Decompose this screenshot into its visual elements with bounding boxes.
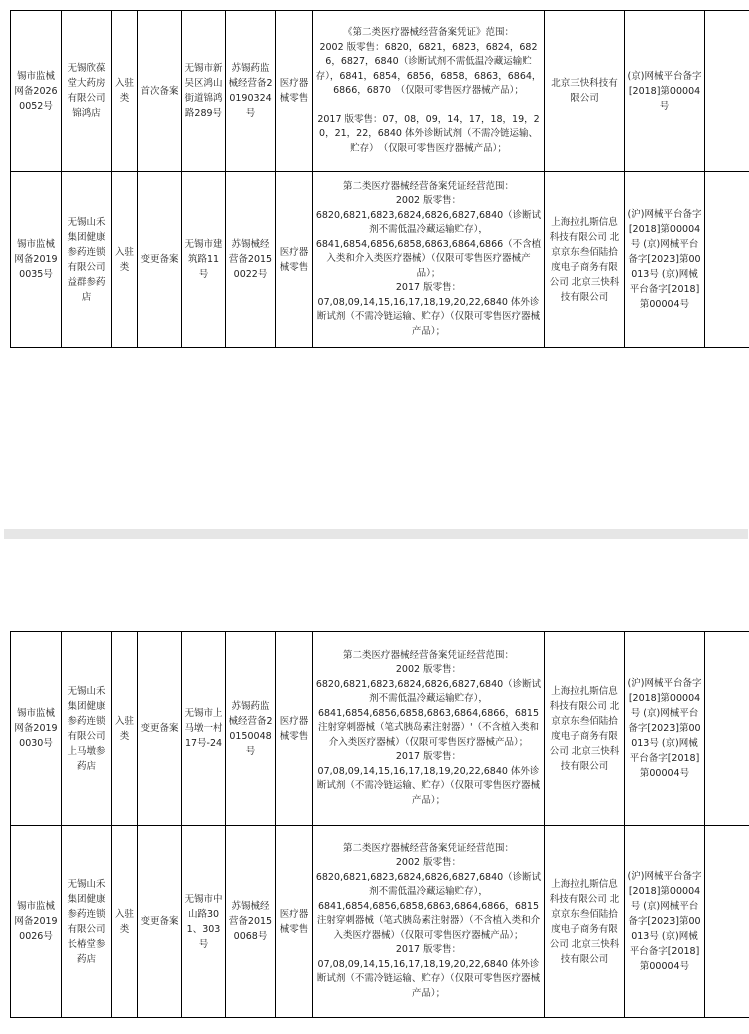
scope-line: 07,08,09,14,15,16,17,18,19,20,22,6840 体外诊断试剂（不需冷链运输、贮存）（仅限可零售医疗器械产品）；: [316, 958, 541, 999]
record-no-cell: 锡市监械网备20190026号: [11, 826, 62, 1018]
scope-line: 6841,6854,6856,6858,6863,6864,6866（不含植入类和介入类医疗器械）（仅限可零售医疗器械产品）；: [315, 238, 542, 279]
scope-line: 6820,6821,6823,6824,6826,6827,6840（诊断试剂不需低温冷藏运输贮存），: [315, 871, 542, 898]
scope-line: 2017 版零售：: [395, 751, 462, 763]
license-cell: 苏锡药监械经营备20190324号: [226, 11, 276, 172]
address-cell: 无锡市上马墩一村17号-24: [182, 632, 226, 826]
company-cell: 无锡山禾集团健康参药连锁有限公司益群参药店: [62, 172, 112, 348]
platform-company-cell: 上海拉扎斯信息科技有限公司 北京京东叁佰陆拾度电子商务有限公司 北京三快科技有限公司: [545, 632, 625, 826]
action-cell: 首次备案: [138, 11, 182, 172]
platform-no-cell: (沪)网械平台备字[2018]第00004号 (京)网械平台备字[2023]第00013号 (京)网械平台备字[2018]第00004号: [625, 172, 705, 348]
type-cell: 入驻类: [112, 632, 138, 826]
scope-line: 6820,6821,6823,6824,6826,6827,6840（诊断试剂不需低温冷藏运输贮存），: [315, 209, 542, 236]
address-cell: 无锡市建筑路11号: [182, 172, 226, 348]
type-cell: 入驻类: [112, 172, 138, 348]
scope-line: 2002 版零售：: [395, 857, 462, 869]
company-cell: 无锡欣葆堂大药房有限公司锦鸿店: [62, 11, 112, 172]
action-cell: 变更备案: [138, 172, 182, 348]
address-cell: 无锡市新吴区鸿山街道锦鸿路289号: [182, 11, 226, 172]
scope-line: 第二类医疗器械经营备案凭证经营范围：: [342, 649, 514, 661]
scope-cell: [313, 172, 545, 348]
scope-line: 2017 版零售：07，08，09，14，17，18，19，20，21，22，6840 体外诊断试剂（不需冷链运输、贮存） （仅限可零售医疗器械产品）；: [317, 113, 540, 154]
platform-company-cell: 上海拉扎斯信息科技有限公司 北京京东叁佰陆拾度电子商务有限公司 北京三快科技有限公司: [545, 826, 625, 1018]
table-row: [11, 11, 749, 172]
record-no-cell: 锡市监械网备20190035号: [11, 172, 62, 348]
action-cell: 变更备案: [138, 632, 182, 826]
scope-line: 6841,6854,6856,6858,6863,6864,6866，6815 注射穿刺器械（笔式胰岛素注射器）（不含植入类和介入类医疗器械）（仅限可零售医疗器械产品）；: [316, 900, 541, 941]
license-cell: 苏锡械经营备20150068号: [226, 826, 276, 1018]
company-cell: 无锡山禾集团健康参药连锁有限公司上马墩参药店: [62, 632, 112, 826]
table-row: [11, 632, 749, 826]
license-cell: 苏锡药监械经营备20150048号: [226, 632, 276, 826]
scope-cell: [313, 632, 545, 826]
remark-cell: [705, 826, 749, 1018]
scope-line: 《第二类医疗器械经营备案凭证》范围：: [342, 27, 514, 38]
record-table-bottom: [10, 631, 749, 1018]
record-no-cell: 锡市监械网备20190030号: [11, 632, 62, 826]
platform-no-cell: (京)网械平台备字[2018]第00004号: [625, 11, 705, 172]
type-cell: 入驻类: [112, 11, 138, 172]
scope-line: 07,08,09,14,15,16,17,18,19,20,22,6840 体外诊断试剂（不需冷链运输、贮存）（仅限可零售医疗器械产品）；: [316, 765, 541, 806]
scope-line: 2002 版零售：: [395, 664, 462, 676]
remark-cell: [705, 172, 749, 348]
license-cell: 苏锡械经营备20150022号: [226, 172, 276, 348]
table-row: [11, 826, 749, 1018]
scope-line: 2017 版零售：: [395, 282, 462, 294]
remark-cell: [705, 11, 749, 172]
scope-cell: [313, 11, 545, 172]
scope-line: 2002 版零售：6820，6821，6823，6824，6826，6827，6840（诊断试剂不需低温冷藏运输贮存），6841，6854，6856，6858，6863，6864，6866，6870 （仅限可零售医疗器械产品）；: [315, 41, 542, 96]
category-cell: 医疗器械零售: [276, 632, 313, 826]
platform-company-cell: 北京三快科技有限公司: [545, 11, 625, 172]
table-row: [11, 172, 749, 348]
platform-no-cell: (沪)网械平台备字[2018]第00004号 (京)网械平台备字[2023]第00013号 (京)网械平台备字[2018]第00004号: [625, 826, 705, 1018]
remark-cell: [705, 632, 749, 826]
page-divider: [4, 529, 748, 539]
scope-line: 2002 版零售：: [395, 195, 462, 207]
scope-line: 第二类医疗器械经营备案凭证经营范围：: [342, 842, 514, 854]
category-cell: 医疗器械零售: [276, 172, 313, 348]
action-cell: 变更备案: [138, 826, 182, 1018]
scope-line: 07,08,09,14,15,16,17,18,19,20,22,6840 体外诊断试剂（不需冷链运输、贮存）（仅限可零售医疗器械产品）；: [316, 296, 541, 337]
scope-line: 第二类医疗器械经营备案凭证经营范围：: [342, 180, 514, 192]
platform-no-cell: (沪)网械平台备字[2018]第00004号 (京)网械平台备字[2023]第00013号 (京)网械平台备字[2018]第00004号: [625, 632, 705, 826]
category-cell: 医疗器械零售: [276, 826, 313, 1018]
record-table-top: [10, 10, 749, 348]
type-cell: 入驻类: [112, 826, 138, 1018]
scope-line: 6820,6821,6823,6824,6826,6827,6840（诊断试剂不需低温冷藏运输贮存），: [315, 678, 542, 705]
scope-cell: [313, 826, 545, 1018]
scope-line: 2017 版零售：: [395, 944, 462, 956]
record-no-cell: 锡市监械网备20260052号: [11, 11, 62, 172]
category-cell: 医疗器械零售: [276, 11, 313, 172]
scope-line: 6841,6854,6856,6858,6863,6864,6866，6815 注射穿刺器械（笔式胰岛素注射器）'（不含植入类和介入类医疗器械）（仅限可零售医疗器械产品）；: [317, 707, 540, 748]
address-cell: 无锡市中山路301、303号: [182, 826, 226, 1018]
company-cell: 无锡山禾集团健康参药连锁有限公司长椿堂参药店: [62, 826, 112, 1018]
platform-company-cell: 上海拉扎斯信息科技有限公司 北京京东叁佰陆拾度电子商务有限公司 北京三快科技有限公司: [545, 172, 625, 348]
